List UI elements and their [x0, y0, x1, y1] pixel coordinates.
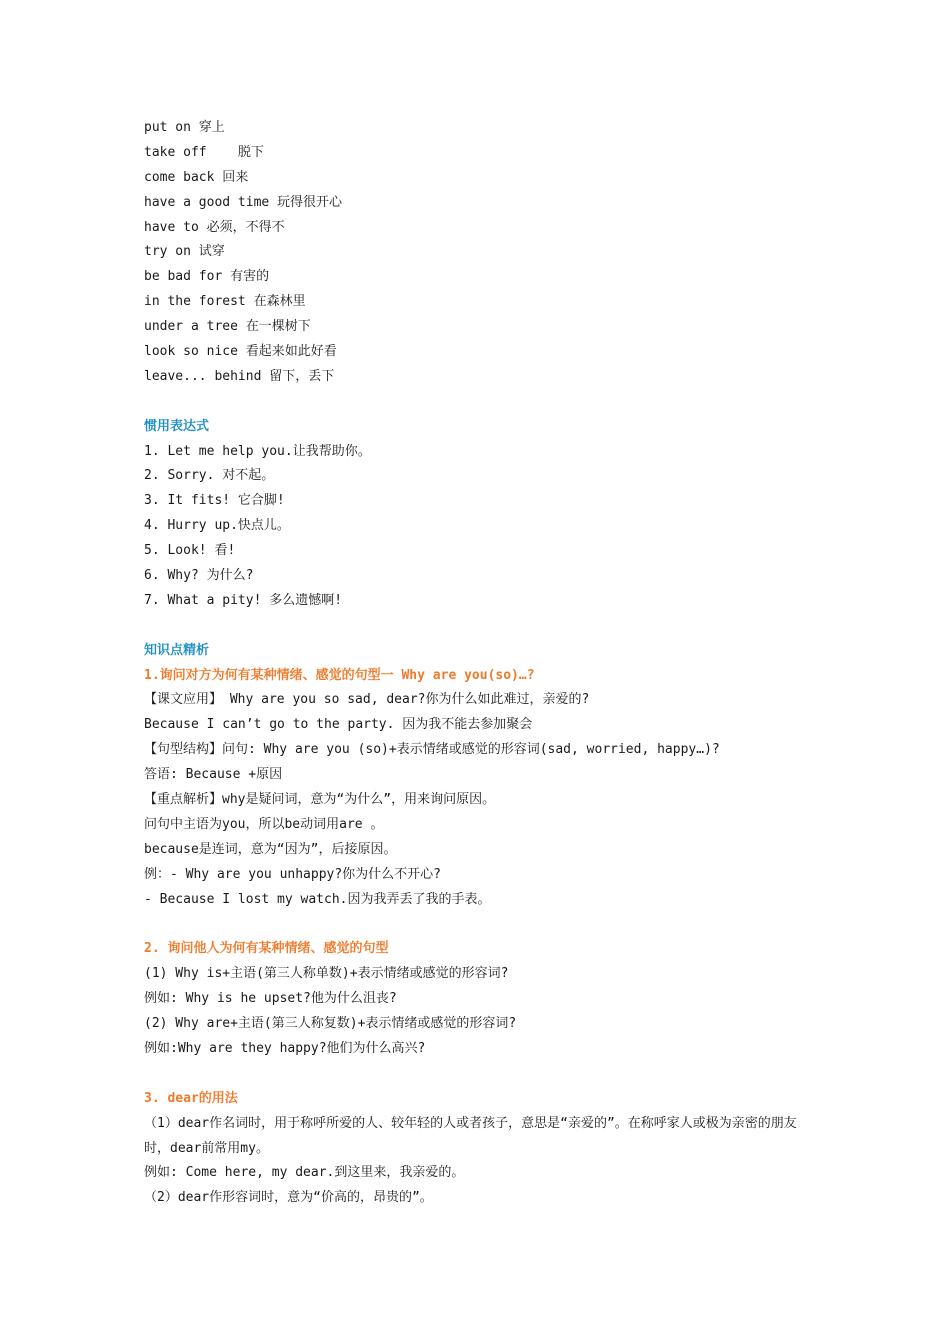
section1-line: - Because I lost my watch.因为我弄丢了我的手表。 — [144, 891, 491, 907]
knowledge-section — [144, 639, 824, 1212]
section1-line: 【重点解析】why是疑问词，意为“为什么”，用来询问原因。 — [144, 792, 496, 808]
section2-title: 2. 询问他人为何有某种情绪、感觉的句型 — [144, 941, 389, 957]
knowledge-heading: 知识点精析 — [144, 642, 210, 658]
expressions-heading: 惯用表达式 — [144, 418, 210, 434]
spacer — [144, 614, 824, 639]
section3-paragraph: （1）dear作名词时，用于称呼所爱的人、较年轻的人或者孩子，意思是“亲爱的”。在称呼家人或极为亲密的朋友时，dear前常用my。 — [144, 1115, 797, 1156]
spacer — [144, 390, 824, 415]
section1-line: Because I can’t go to the party. 因为我不能去参加聚会 — [144, 717, 533, 733]
section2-line: (1) Why is+主语(第三人称单数)+表示情绪或感觉的形容词? — [144, 966, 509, 982]
section1-line: because是连词，意为“因为”，后接原因。 — [144, 841, 397, 857]
phrase-item: take off 脱下 — [144, 144, 264, 160]
section2-line: 例如:Why are they happy?他们为什么高兴? — [144, 1040, 426, 1056]
expressions-section — [144, 415, 824, 614]
spacer — [144, 1062, 824, 1087]
phrase-item: come back 回来 — [144, 169, 249, 185]
phrase-item: leave... behind 留下，丢下 — [144, 368, 335, 384]
expression-item: 6. Why? 为什么? — [144, 568, 254, 584]
section3-line: 例如: Come here, my dear.到这里来，我亲爱的。 — [144, 1165, 465, 1181]
phrase-list — [144, 116, 824, 390]
phrase-item: have to 必须，不得不 — [144, 219, 285, 235]
phrase-item: in the forest 在森林里 — [144, 294, 306, 310]
section3-title: 3. dear的用法 — [144, 1090, 238, 1106]
expression-item: 1. Let me help you.让我帮助你。 — [144, 443, 371, 459]
expression-item: 3. It fits! 它合脚! — [144, 493, 285, 509]
phrase-item: put on 穿上 — [144, 120, 225, 135]
section2-line: 例如: Why is he upset?他为什么沮丧? — [144, 991, 397, 1007]
section3-line: （2）dear作形容词时，意为“价高的，昂贵的”。 — [144, 1190, 433, 1206]
phrase-item: look so nice 看起来如此好看 — [144, 344, 337, 360]
section1-line: 例：- Why are you unhappy?你为什么不开心? — [144, 866, 442, 882]
document-page — [144, 116, 824, 1211]
section2-line: (2) Why are+主语(第三人称复数)+表示情绪或感觉的形容词? — [144, 1016, 517, 1032]
section1-line: 【课文应用】 Why are you so sad, dear?你为什么如此难过，亲爱的? — [144, 692, 590, 708]
section1-title: 1.询问对方为何有某种情绪、感觉的句型一 Why are you(so)…? — [144, 667, 535, 683]
phrase-item: have a good time 玩得很开心 — [144, 194, 343, 210]
section1-line: 【句型结构】问句: Why are you (so)+表示情绪或感觉的形容词(sad, worried, happy…)? — [144, 742, 720, 758]
section1-line: 问句中主语为you，所以be动词用are 。 — [144, 816, 384, 832]
expression-item: 5. Look! 看! — [144, 543, 236, 559]
expression-item: 7. What a pity! 多么遗憾啊! — [144, 592, 343, 608]
section1-line: 答语: Because +原因 — [144, 767, 283, 783]
expression-item: 2. Sorry. 对不起。 — [144, 468, 275, 484]
phrase-item: try on 试穿 — [144, 244, 225, 260]
phrase-item: be bad for 有害的 — [144, 269, 270, 285]
spacer — [144, 913, 824, 938]
expression-item: 4. Hurry up.快点儿。 — [144, 518, 290, 534]
phrase-item: under a tree 在一棵树下 — [144, 319, 311, 335]
